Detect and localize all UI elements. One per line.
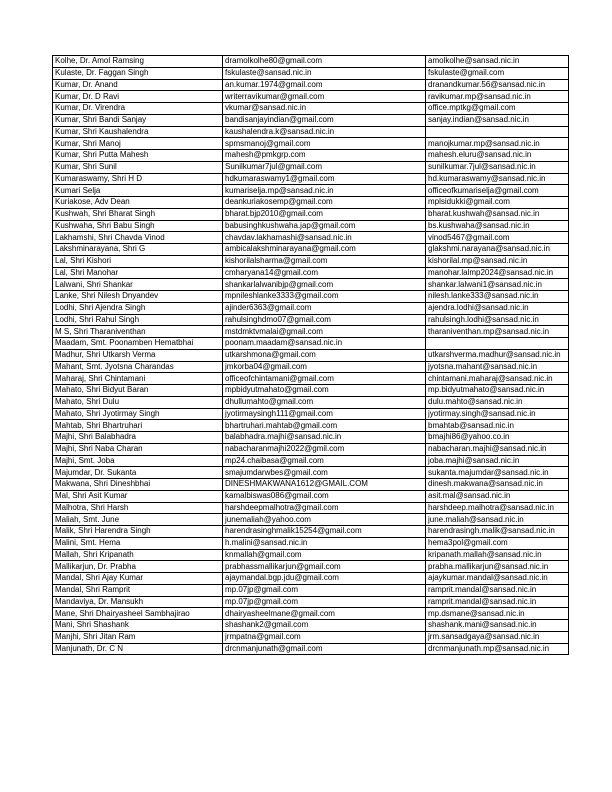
secondary-email-cell: jyotsna.mahant@sansad.nic.in bbox=[426, 361, 569, 373]
secondary-email-cell: bmajhi86@yahoo.co.in bbox=[426, 432, 569, 444]
table-row bbox=[53, 291, 569, 303]
primary-email-cell: kamalbiswas086@gmail.com bbox=[223, 490, 426, 502]
secondary-email-cell: manohar.lalmp2024@sansad.nic.in bbox=[426, 267, 569, 279]
table-row bbox=[53, 185, 569, 197]
member-name-cell: Mahato, Shri Jyotirmay Singh bbox=[53, 408, 223, 420]
table-row bbox=[53, 161, 569, 173]
table-row bbox=[53, 338, 569, 350]
secondary-email-cell: sunilkumar.7jul@sansad.nic.in bbox=[426, 161, 569, 173]
primary-email-cell: mahesh@pmkgrp.com bbox=[223, 150, 426, 162]
primary-email-cell: jyotirmaysingh111@gmail.com bbox=[223, 408, 426, 420]
primary-email-cell: Sunilkumar7jul@gmail.com bbox=[223, 161, 426, 173]
table-row bbox=[53, 420, 569, 432]
member-name-cell: Majhi, Smt. Joba bbox=[53, 455, 223, 467]
member-name-cell: M S, Shri Tharaniventhan bbox=[53, 326, 223, 338]
member-name-cell: Maadam, Smt. Poonamben Hematbhai bbox=[53, 338, 223, 350]
table-row bbox=[53, 455, 569, 467]
member-name-cell: Mani, Shri Shashank bbox=[53, 620, 223, 632]
primary-email-cell: harshdeepmalhotra@gmail.com bbox=[223, 502, 426, 514]
primary-email-cell: jmkorba04@gmail.com bbox=[223, 361, 426, 373]
member-name-cell: Kumar, Shri Putta Mahesh bbox=[53, 150, 223, 162]
member-name-cell: Manjhi, Shri Jitan Ram bbox=[53, 631, 223, 643]
member-name-cell: Kumar, Shri Sunil bbox=[53, 161, 223, 173]
primary-email-cell: bharat.bjp2010@gmail.com bbox=[223, 208, 426, 220]
primary-email-cell: chavdav.lakhamashi@sansad.nic.in bbox=[223, 232, 426, 244]
primary-email-cell: dhairyasheelmane@gmail.com bbox=[223, 608, 426, 620]
primary-email-cell: nabacharanmajhi2022@gmil.com bbox=[223, 443, 426, 455]
table-row bbox=[53, 479, 569, 491]
member-email-table bbox=[52, 55, 569, 655]
secondary-email-cell: ramprit.mandal@sansad.nic.in bbox=[426, 584, 569, 596]
table-row bbox=[53, 526, 569, 538]
table-row bbox=[53, 67, 569, 79]
table-row bbox=[53, 490, 569, 502]
secondary-email-cell: mp.dsmane@sansad.nic.in bbox=[426, 608, 569, 620]
member-name-cell: Lanke, Shri Nilesh Dnyandev bbox=[53, 291, 223, 303]
member-name-cell: Malik, Shri Harendra Singh bbox=[53, 526, 223, 538]
secondary-email-cell: bharat.kushwah@sansad.nic.in bbox=[426, 208, 569, 220]
table-row bbox=[53, 114, 569, 126]
member-name-cell: Kulaste, Dr. Faggan Singh bbox=[53, 67, 223, 79]
secondary-email-cell bbox=[426, 126, 569, 138]
secondary-email-cell: dranandkumar.56@sansad.nic.in bbox=[426, 79, 569, 91]
member-name-cell: Mahtab, Shri Bhartruhari bbox=[53, 420, 223, 432]
primary-email-cell: junemaliah@yahoo.com bbox=[223, 514, 426, 526]
primary-email-cell: kishorilalsharma@gmail.com bbox=[223, 255, 426, 267]
secondary-email-cell: shankar.lalwani1@sansad.nic.in bbox=[426, 279, 569, 291]
table-row bbox=[53, 620, 569, 632]
primary-email-cell: mp.07jp@gmail.com bbox=[223, 596, 426, 608]
primary-email-cell: an.kumar.1974@gmail.com bbox=[223, 79, 426, 91]
primary-email-cell: mstdmktvmalai@gmail.com bbox=[223, 326, 426, 338]
primary-email-cell: babusinghkushwaha.jap@gmail.com bbox=[223, 220, 426, 232]
primary-email-cell: ajaymandal.bgp.jdu@gmail.com bbox=[223, 573, 426, 585]
primary-email-cell: shankarlalwanibjp@gmail.com bbox=[223, 279, 426, 291]
member-name-cell: Malini, Smt. Hema bbox=[53, 537, 223, 549]
secondary-email-cell: amolkolhe@sansad.nic.in bbox=[426, 56, 569, 68]
table-row bbox=[53, 279, 569, 291]
secondary-email-cell: ravikumar.mp@sansad.nic.in bbox=[426, 91, 569, 103]
secondary-email-cell: ajaykumar.mandal@sansad.nic.in bbox=[426, 573, 569, 585]
primary-email-cell: bhartruhari.mahtab@gmail.com bbox=[223, 420, 426, 432]
secondary-email-cell: prabha.mallikarjun@sansad.nic.in bbox=[426, 561, 569, 573]
member-name-cell: Kuriakose, Adv Dean bbox=[53, 197, 223, 209]
table-row bbox=[53, 244, 569, 256]
table-row bbox=[53, 432, 569, 444]
primary-email-cell: ambicalakshminarayana@gmail.com bbox=[223, 244, 426, 256]
table-row bbox=[53, 631, 569, 643]
primary-email-cell: utkarshmona@gmail.com bbox=[223, 349, 426, 361]
table-row bbox=[53, 138, 569, 150]
secondary-email-cell: officeofkumariselja@gmail.com bbox=[426, 185, 569, 197]
member-name-cell: Kolhe, Dr. Amol Ramsing bbox=[53, 56, 223, 68]
table-row bbox=[53, 267, 569, 279]
secondary-email-cell: office.mptkg@gmail.com bbox=[426, 103, 569, 115]
member-name-cell: Mahato, Shri Dulu bbox=[53, 396, 223, 408]
table-row bbox=[53, 232, 569, 244]
secondary-email-cell: hema3pol@gmail.com bbox=[426, 537, 569, 549]
primary-email-cell: poonam.maadam@sansad.nic.in bbox=[223, 338, 426, 350]
table-row bbox=[53, 173, 569, 185]
primary-email-cell: cmharyana14@gmail.com bbox=[223, 267, 426, 279]
table-row bbox=[53, 302, 569, 314]
member-name-cell: Mallah, Shri Kripanath bbox=[53, 549, 223, 561]
member-email-table-body bbox=[53, 56, 569, 655]
secondary-email-cell: rahulsingh.lodhi@sansad.nic.in bbox=[426, 314, 569, 326]
primary-email-cell: mpbidyutmahato@gmail.com bbox=[223, 385, 426, 397]
secondary-email-cell: tharaniventhan.mp@sansad.nic.in bbox=[426, 326, 569, 338]
member-name-cell: Makwana, Shri Dineshbhai bbox=[53, 479, 223, 491]
primary-email-cell: vkumar@sansad.nic.in bbox=[223, 103, 426, 115]
table-row bbox=[53, 361, 569, 373]
member-name-cell: Majumdar, Dr. Sukanta bbox=[53, 467, 223, 479]
secondary-email-cell: jyotirmay.singh@sansad.nic.in bbox=[426, 408, 569, 420]
table-row bbox=[53, 150, 569, 162]
table-row bbox=[53, 467, 569, 479]
secondary-email-cell: sanjay.indian@sansad.nic.in bbox=[426, 114, 569, 126]
secondary-email-cell: ajendra.lodhi@sansad.nic.in bbox=[426, 302, 569, 314]
member-name-cell: Lakshminarayana, Shri G bbox=[53, 244, 223, 256]
member-name-cell: Kushwaha, Shri Babu Singh bbox=[53, 220, 223, 232]
member-name-cell: Kumar, Dr. Anand bbox=[53, 79, 223, 91]
secondary-email-cell: nabacharan.majhi@sansad.nic.in bbox=[426, 443, 569, 455]
member-name-cell: Majhi, Shri Balabhadra bbox=[53, 432, 223, 444]
primary-email-cell: dramolkolhe80@gmail.com bbox=[223, 56, 426, 68]
member-name-cell: Majhi, Shri Naba Charan bbox=[53, 443, 223, 455]
table-row bbox=[53, 396, 569, 408]
primary-email-cell: dhullumahto@gmail.com bbox=[223, 396, 426, 408]
primary-email-cell: spmsmanoj@gmail.com bbox=[223, 138, 426, 150]
secondary-email-cell: shashank.mani@sansad.nic.in bbox=[426, 620, 569, 632]
member-name-cell: Kumari Selja bbox=[53, 185, 223, 197]
primary-email-cell: DINESHMAKWANA1612@GMAIL.COM bbox=[223, 479, 426, 491]
primary-email-cell: balabhadra.majhi@sansad.nic.in bbox=[223, 432, 426, 444]
member-name-cell: Manjunath, Dr. C N bbox=[53, 643, 223, 655]
secondary-email-cell: harendrasingh.malik@sansad.nic.in bbox=[426, 526, 569, 538]
secondary-email-cell: utkarshverma.madhur@sansad.nic.in bbox=[426, 349, 569, 361]
primary-email-cell: fskulaste@sansad.nic.in bbox=[223, 67, 426, 79]
primary-email-cell: smajumdarwbes@gmail.com bbox=[223, 467, 426, 479]
member-name-cell: Mandal, Shri Ajay Kumar bbox=[53, 573, 223, 585]
primary-email-cell: mp24.chaibasa@gmail.com bbox=[223, 455, 426, 467]
table-row bbox=[53, 103, 569, 115]
member-name-cell: Lalwani, Shri Shankar bbox=[53, 279, 223, 291]
secondary-email-cell: mp.bidyutmahato@sansad.nic.in bbox=[426, 385, 569, 397]
table-row bbox=[53, 514, 569, 526]
primary-email-cell: harendrasinghmalik15254@gmail.com bbox=[223, 526, 426, 538]
secondary-email-cell: dinesh.makwana@sansad.nic.in bbox=[426, 479, 569, 491]
table-row bbox=[53, 349, 569, 361]
primary-email-cell: mpnileshlanke3333@gmail.com bbox=[223, 291, 426, 303]
secondary-email-cell: bmahtab@sansad.nic.in bbox=[426, 420, 569, 432]
member-name-cell: Mandaviya, Dr. Mansukh bbox=[53, 596, 223, 608]
primary-email-cell: kumariselja.mp@sansad.nic.in bbox=[223, 185, 426, 197]
table-row bbox=[53, 502, 569, 514]
primary-email-cell: drcnmanjunath@gmail.com bbox=[223, 643, 426, 655]
primary-email-cell: rahulsinghdmo07@gmail.com bbox=[223, 314, 426, 326]
primary-email-cell: prabhassmallikarjun@gmail.com bbox=[223, 561, 426, 573]
table-row bbox=[53, 385, 569, 397]
member-name-cell: Mandal, Shri Ramprit bbox=[53, 584, 223, 596]
secondary-email-cell: glakshmi.narayana@sansad.nic.in bbox=[426, 244, 569, 256]
table-row bbox=[53, 255, 569, 267]
member-name-cell: Lal, Shri Kishori bbox=[53, 255, 223, 267]
member-name-cell: Kumar, Shri Bandi Sanjay bbox=[53, 114, 223, 126]
member-name-cell: Madhur, Shri Utkarsh Verma bbox=[53, 349, 223, 361]
primary-email-cell: h.malini@sansad.nic.in bbox=[223, 537, 426, 549]
secondary-email-cell: mplsidukki@gmail.com bbox=[426, 197, 569, 209]
secondary-email-cell: hd.kumaraswamy@sansad.nic.in bbox=[426, 173, 569, 185]
secondary-email-cell: harshdeep.malhotra@sansad.nic.in bbox=[426, 502, 569, 514]
secondary-email-cell: bs.kushwaha@sansad.nic.in bbox=[426, 220, 569, 232]
member-name-cell: Kumar, Dr. Virendra bbox=[53, 103, 223, 115]
table-row bbox=[53, 537, 569, 549]
primary-email-cell: knmallah@gmail.com bbox=[223, 549, 426, 561]
secondary-email-cell: kishorilal.mp@sansad.nic.in bbox=[426, 255, 569, 267]
secondary-email-cell: sukanta.majumdar@sansad.nic.in bbox=[426, 467, 569, 479]
primary-email-cell: officeofchintamani@gmail.com bbox=[223, 373, 426, 385]
table-row bbox=[53, 314, 569, 326]
table-row bbox=[53, 197, 569, 209]
table-row bbox=[53, 643, 569, 655]
member-name-cell: Mahato, Shri Bidyut Baran bbox=[53, 385, 223, 397]
primary-email-cell: mp.07jp@gmail.com bbox=[223, 584, 426, 596]
secondary-email-cell: june.maliah@sansad.nic.in bbox=[426, 514, 569, 526]
table-row bbox=[53, 208, 569, 220]
table-row bbox=[53, 126, 569, 138]
member-name-cell: Mane, Shri Dhairyasheel Sambhajirao bbox=[53, 608, 223, 620]
member-name-cell: Mal, Shri Asit Kumar bbox=[53, 490, 223, 502]
table-row bbox=[53, 56, 569, 68]
member-name-cell: Lal, Shri Manohar bbox=[53, 267, 223, 279]
member-name-cell: Lodhi, Shri Ajendra Singh bbox=[53, 302, 223, 314]
secondary-email-cell: asit.mal@sansad.nic.in bbox=[426, 490, 569, 502]
member-name-cell: Kumar, Shri Manoj bbox=[53, 138, 223, 150]
primary-email-cell: shashank2@gmail.com bbox=[223, 620, 426, 632]
member-name-cell: Kumaraswamy, Shri H D bbox=[53, 173, 223, 185]
primary-email-cell: ajinder6363@gmail.com bbox=[223, 302, 426, 314]
primary-email-cell: hdkumaraswamy1@gmail.com bbox=[223, 173, 426, 185]
table-row bbox=[53, 573, 569, 585]
table-row bbox=[53, 373, 569, 385]
secondary-email-cell: vinod5467@gmail.com bbox=[426, 232, 569, 244]
secondary-email-cell: nilesh.lanke333@sansad.nic.in bbox=[426, 291, 569, 303]
table-row bbox=[53, 596, 569, 608]
member-name-cell: Maliah, Smt. June bbox=[53, 514, 223, 526]
table-row bbox=[53, 326, 569, 338]
member-name-cell: Mallikarjun, Dr. Prabha bbox=[53, 561, 223, 573]
table-row bbox=[53, 79, 569, 91]
secondary-email-cell bbox=[426, 338, 569, 350]
secondary-email-cell: chintamani.maharaj@sansad.nic.in bbox=[426, 373, 569, 385]
secondary-email-cell: joba.majhi@sansad.nic.in bbox=[426, 455, 569, 467]
table-row bbox=[53, 91, 569, 103]
member-name-cell: Kushwah, Shri Bharat Singh bbox=[53, 208, 223, 220]
member-name-cell: Kumar, Shri Kaushalendra bbox=[53, 126, 223, 138]
table-row bbox=[53, 561, 569, 573]
secondary-email-cell: jrm.sansadgaya@sansad.nic.in bbox=[426, 631, 569, 643]
secondary-email-cell: drcnmanjunath.mp@sansad.nic.in bbox=[426, 643, 569, 655]
member-name-cell: Mahant, Smt. Jyotsna Charandas bbox=[53, 361, 223, 373]
primary-email-cell: bandisanjayindian@gmail.com bbox=[223, 114, 426, 126]
secondary-email-cell: mahesh.eluru@sansad.nic.in bbox=[426, 150, 569, 162]
table-row bbox=[53, 608, 569, 620]
secondary-email-cell: manojkumar.mp@sansad.nic.in bbox=[426, 138, 569, 150]
member-name-cell: Maharaj, Shri Chintamani bbox=[53, 373, 223, 385]
primary-email-cell: kaushalendra.k@sansad.nic.in bbox=[223, 126, 426, 138]
table-row bbox=[53, 220, 569, 232]
secondary-email-cell: kripanath.mallah@sansad.nic.in bbox=[426, 549, 569, 561]
table-row bbox=[53, 584, 569, 596]
member-name-cell: Malhotra, Shri Harsh bbox=[53, 502, 223, 514]
table-row bbox=[53, 408, 569, 420]
member-name-cell: Lakhamshi, Shri Chavda Vinod bbox=[53, 232, 223, 244]
member-name-cell: Kumar, Dr. D Ravi bbox=[53, 91, 223, 103]
secondary-email-cell: fskulaste@gmail.com bbox=[426, 67, 569, 79]
secondary-email-cell: dulu.mahto@sansad.nic.in bbox=[426, 396, 569, 408]
table-row bbox=[53, 443, 569, 455]
member-name-cell: Lodhi, Shri Rahul Singh bbox=[53, 314, 223, 326]
secondary-email-cell: ramprit.mandal@sansad.nic.in bbox=[426, 596, 569, 608]
table-row bbox=[53, 549, 569, 561]
primary-email-cell: jrmpatna@gmail.com bbox=[223, 631, 426, 643]
primary-email-cell: writerravikumar@gmail.com bbox=[223, 91, 426, 103]
primary-email-cell: deankuriakosemp@gmail.com bbox=[223, 197, 426, 209]
